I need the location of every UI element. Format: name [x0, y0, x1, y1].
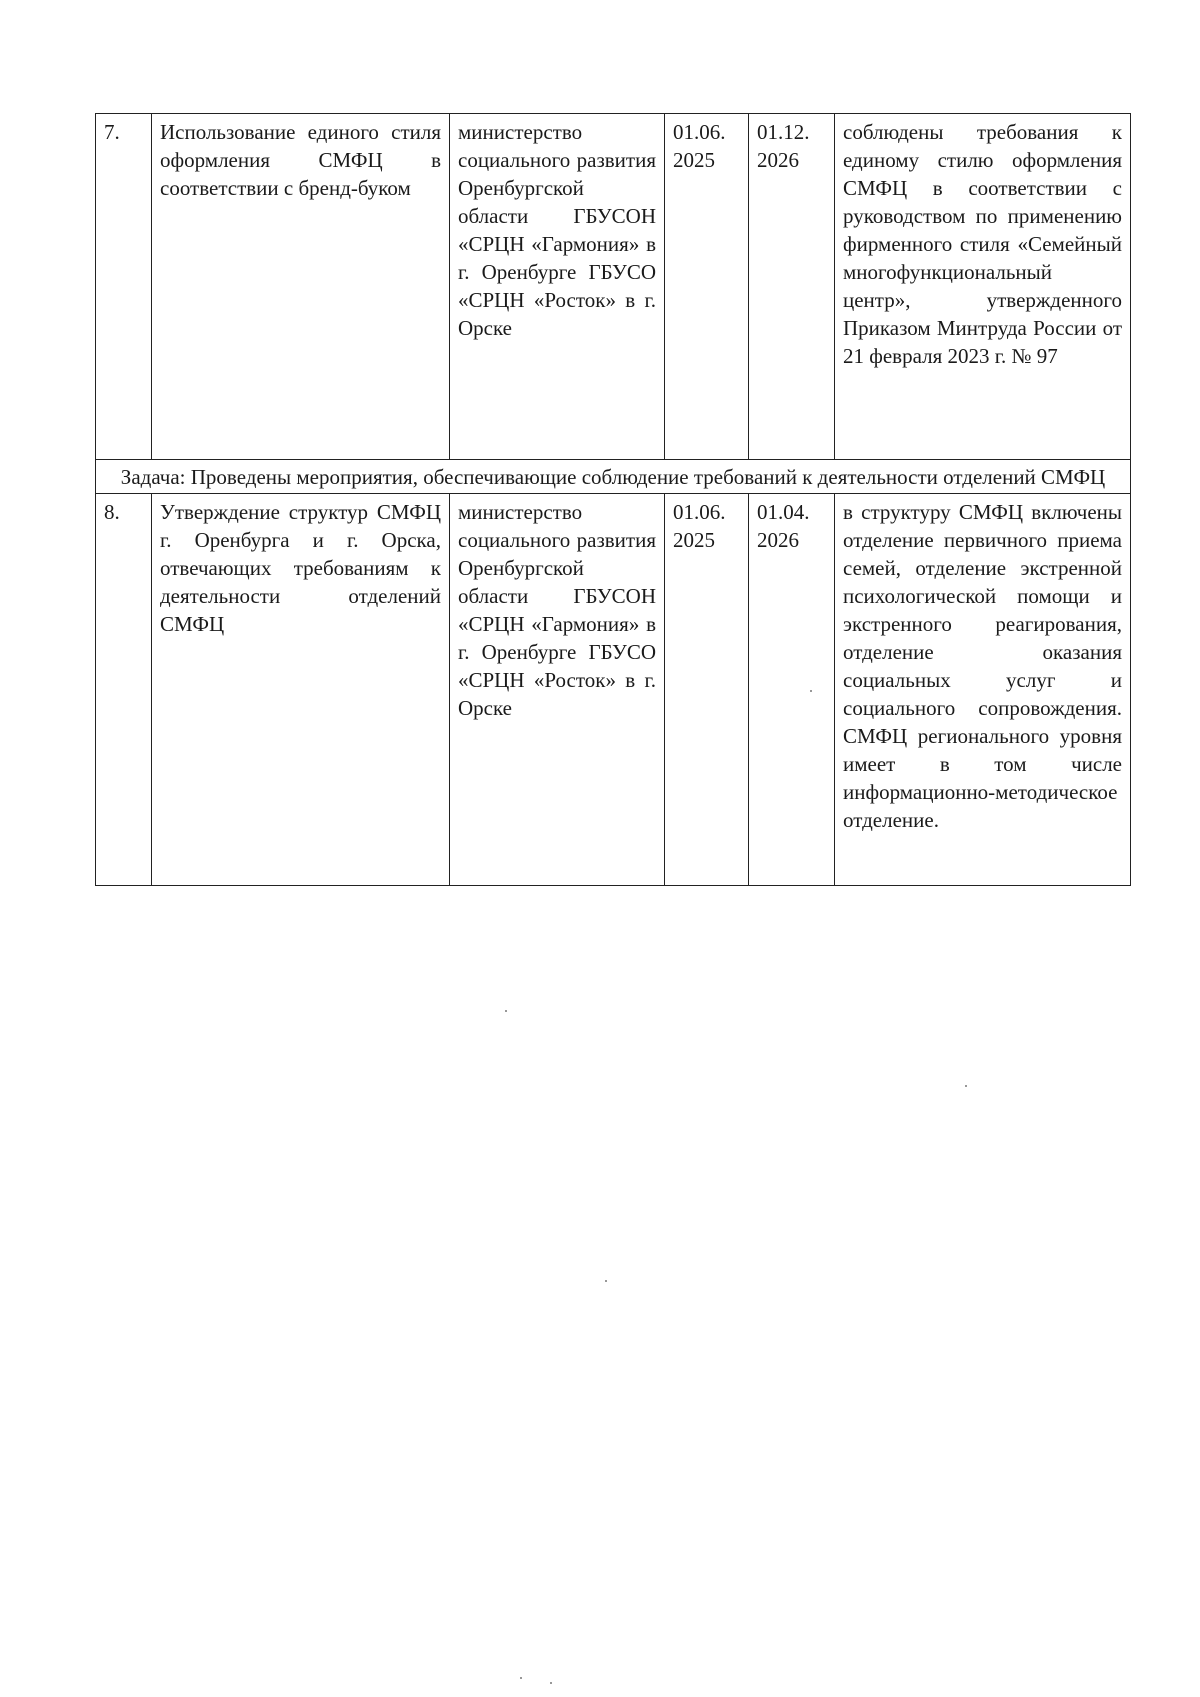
- row-number: 7.: [96, 114, 152, 460]
- scan-speck: [550, 1682, 552, 1684]
- end-date-cell: 01.04. 2026: [749, 494, 835, 886]
- scan-speck: [965, 1085, 967, 1087]
- end-date-cell: 01.12. 2026: [749, 114, 835, 460]
- table-row: [96, 494, 1131, 886]
- scan-speck: [605, 1280, 607, 1282]
- activities-table: [95, 113, 1131, 886]
- row-number: 8.: [96, 494, 152, 886]
- result-cell: соблюдены требования к единому стилю оформления СМФЦ в соответствии с руководством по применению фирменного стиля «Семейный многофункциональный центр», утвержденного Приказом Минтруда России от 21 февраля 2023 г. № 97: [835, 114, 1131, 460]
- result-cell: в структуру СМФЦ включены отделение первичного приема семей, отделение экстренной психологической помощи и экстренного реагирования, отделение оказания социальных услуг и социального сопровождения. СМФЦ регионального уровня имеет в том числе информационно-методическое отделение.: [835, 494, 1131, 886]
- executor-cell: министерство социального развития Оренбургской области ГБУСОН «СРЦН «Гармония» в г. Оренбурге ГБУСО «СРЦН «Росток» в г. Орске: [450, 494, 665, 886]
- scan-speck: [810, 690, 812, 692]
- scan-speck: [520, 1677, 522, 1679]
- executor-cell: министерство социального развития Оренбургской области ГБУСОН «СРЦН «Гармония» в г. Оренбурге ГБУСО «СРЦН «Росток» в г. Орске: [450, 114, 665, 460]
- task-heading: Задача: Проведены мероприятия, обеспечивающие соблюдение требований к деятельности отделений СМФЦ: [96, 460, 1131, 494]
- event-cell: Использование единого стиля оформления СМФЦ в соответствии с бренд-буком: [152, 114, 450, 460]
- start-date-cell: 01.06. 2025: [665, 494, 749, 886]
- scan-speck: [505, 1010, 507, 1012]
- task-row: [96, 460, 1131, 494]
- table-row: [96, 114, 1131, 460]
- event-cell: Утверждение структур СМФЦ г. Оренбурга и г. Орска, отвечающих требованиям к деятельности отделений СМФЦ: [152, 494, 450, 886]
- start-date-cell: 01.06. 2025: [665, 114, 749, 460]
